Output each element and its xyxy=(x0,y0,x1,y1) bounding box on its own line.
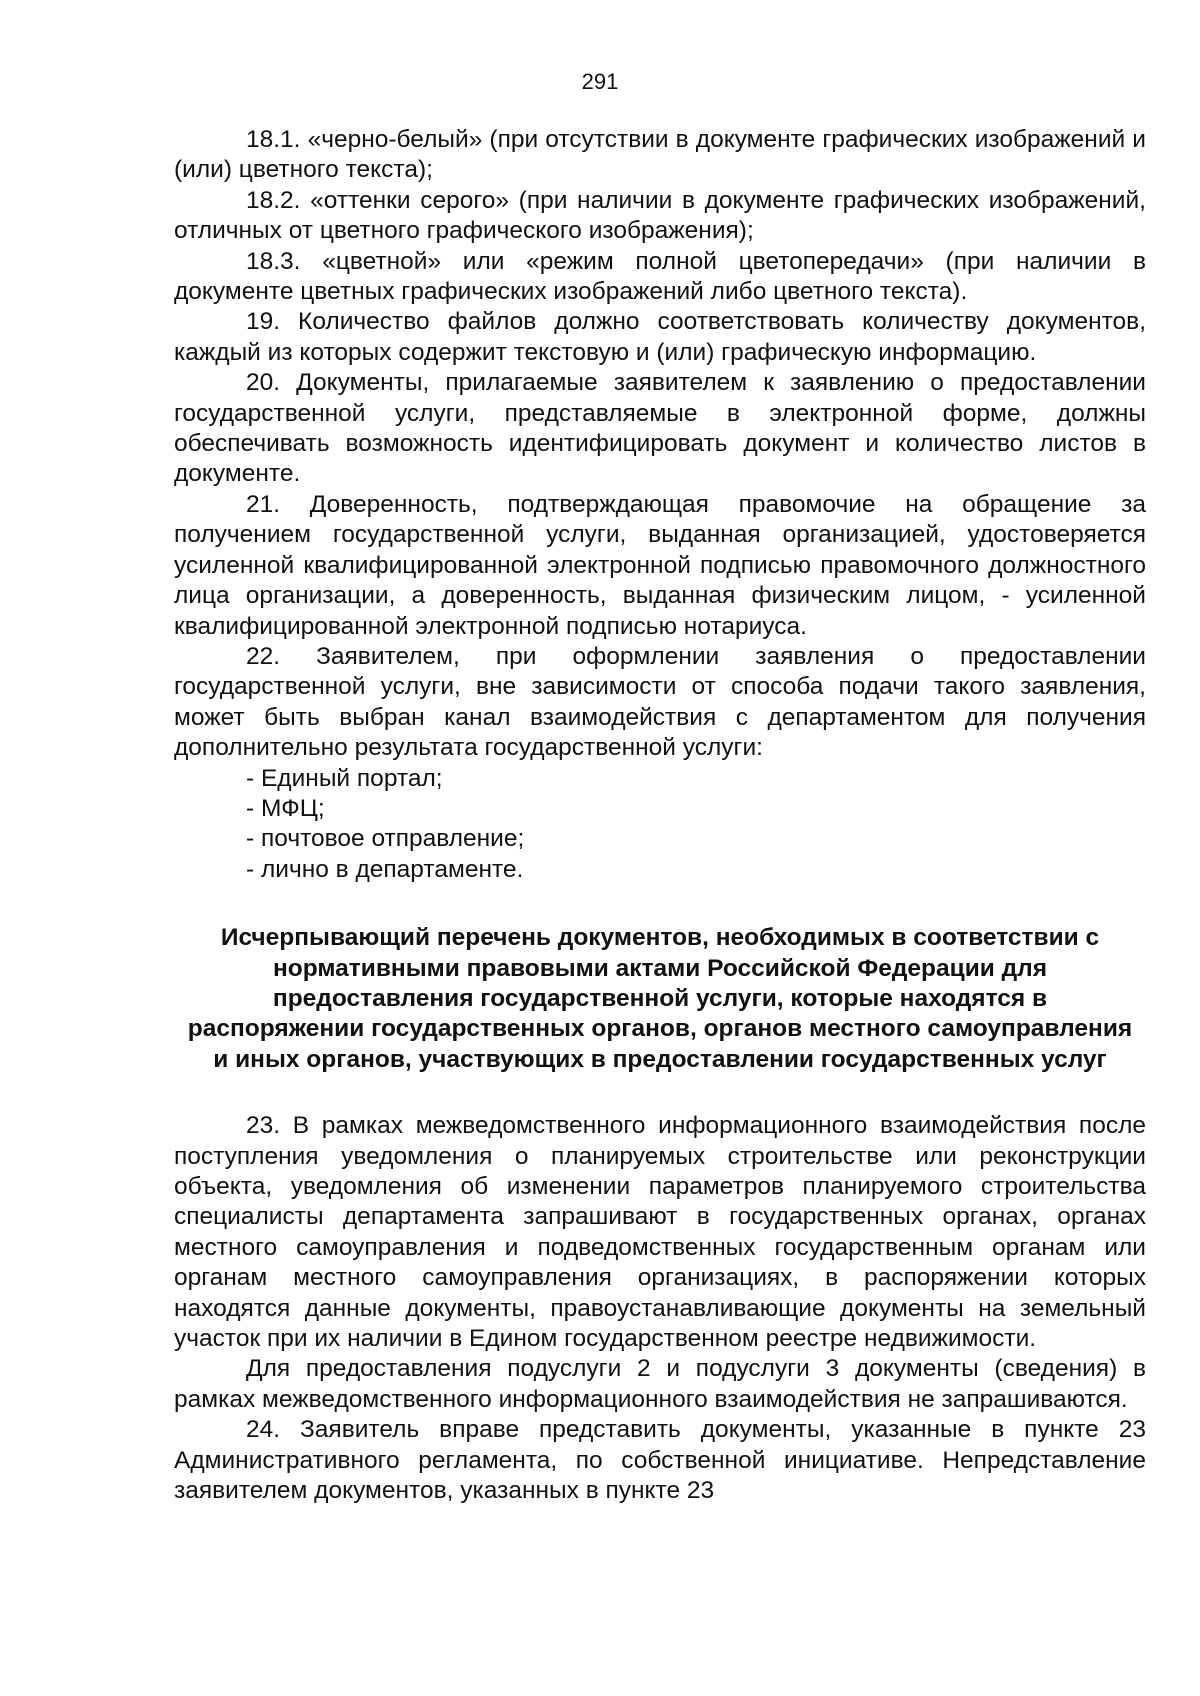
channel-list-item: - почтовое отправление; xyxy=(246,825,525,853)
page-number: 291 xyxy=(581,69,619,94)
paragraph-20: 20. Документы, прилагаемые заявителем к заявлению о предоставлении государственной услуги, представляемые в электронной форме, должны обеспечивать возможность идентифицировать документ и количество листов в документе. xyxy=(174,369,1146,488)
paragraph-22: 22. Заявителем, при оформлении заявления о предоставлении государственной услуги, вне зависимости от способа подачи такого заявления, может быть выбран канал взаимодействия с департаментом для получения дополнительно результата государственной услуги: xyxy=(174,642,1146,762)
channel-list-item: - Единый портал; xyxy=(246,764,443,792)
paragraph-23: 23. В рамках межведомственного информационного взаимодействия после поступления уведомления о планируемых строительстве или реконструкции объекта, уведомления об изменении параметров планируемого строительства специалисты департамента запрашивают в государственных органах, органах местного самоуправления и подведомственных государственным органам или органам местного самоуправления организациях, в распоряжении которых находятся данные документы, правоустанавливающие документы на земельный участок при их наличии в Едином государственном реестре недвижимости. xyxy=(174,1112,1146,1353)
channel-list xyxy=(174,764,1146,886)
page-body xyxy=(174,125,1146,1506)
paragraph-24: 24. Заявитель вправе представить документы, указанные в пункте 23 Административного регламента, по собственной инициативе. Непредставление заявителем документов, указанных в пункте 23 xyxy=(174,1416,1146,1505)
channel-list-item: - лично в департаменте. xyxy=(246,855,524,883)
paragraph-18-2: 18.2. «оттенки серого» (при наличии в документе графических изображений, отличных от цветного графического изображения); xyxy=(174,186,1146,245)
paragraph-18-1: 18.1. «черно-белый» (при отсутствии в документе графических изображений и (или) цветного текста); xyxy=(174,126,1146,184)
paragraph-19: 19. Количество файлов должно соответствовать количеству документов, каждый из которых содержит текстовую и (или) графическую информацию. xyxy=(174,308,1146,366)
paragraph-21: 21. Доверенность, подтверждающая правомочие на обращение за получением государственной услуги, выданная организацией, удостоверяется усиленной квалифицированной электронной подписью правомочного должностного лица организации, а доверенность, выданная физическим лицом, - усиленной квалифицированной электронной подписью нотариуса. xyxy=(174,490,1146,640)
paragraph-18-3: 18.3. «цветной» или «режим полной цветопередачи» (при наличии в документе цветных графических изображений либо цветного текста). xyxy=(174,247,1146,306)
section-heading: Исчерпывающий перечень документов, необходимых в соответствии с нормативными правовыми актами Российской Федерации для предоставления государственной услуги, которые находятся в распоряжении государственных органов, органов местного самоуправления и иных органов, участвующих в предоставлении государственных услуг xyxy=(187,924,1133,1073)
paragraph-subservices: Для предоставления подуслуги 2 и подуслуги 3 документы (сведения) в рамках межведомственного информационного взаимодействия не запрашиваются. xyxy=(174,1355,1146,1413)
channel-list-item: - МФЦ; xyxy=(246,794,325,822)
